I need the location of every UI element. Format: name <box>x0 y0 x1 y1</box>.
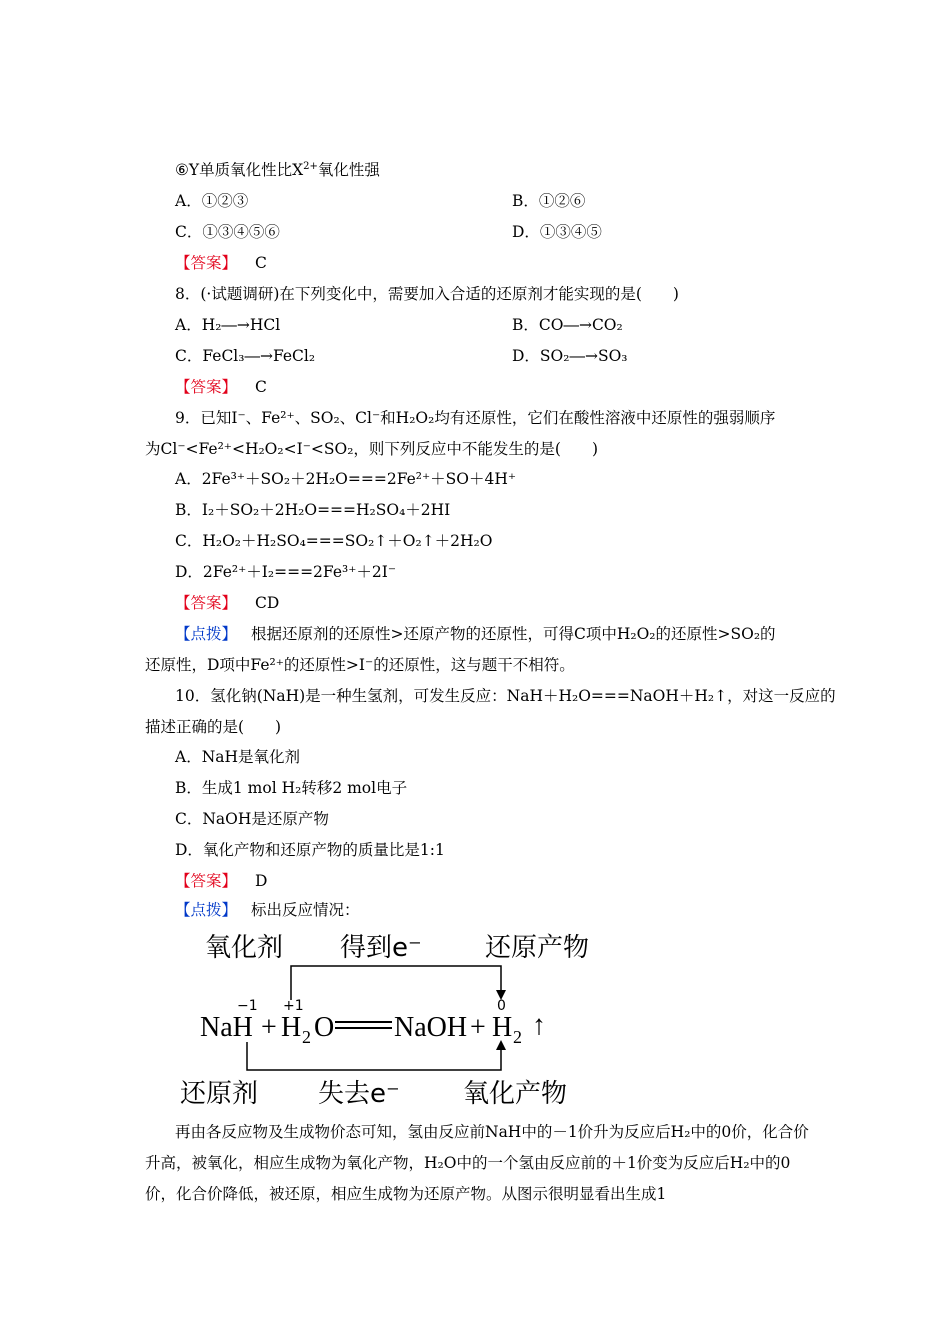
eq-subscript: 2 <box>302 1027 311 1047</box>
ox-state-plus1: +1 <box>283 998 304 1014</box>
eq-subscript: 2 <box>513 1027 522 1047</box>
q8-option-a: A．H₂―→HCl <box>175 316 281 334</box>
q10-conclusion: 再由各反应物及生成物价态可知，氢由反应前NaH中的－1价升为反应后H₂中的0价，化合价升高，被氧化，相应生成物为氧化产物，H₂O中的一个氢由反应前的＋1价变为反应后H₂中的0价，化合价降低，被还原，相应生成物为还原产物。从图示很明显看出生成1 <box>145 1123 809 1203</box>
q10-option-b: B．生成1 mol H₂转移2 mol电子 <box>175 779 408 797</box>
q9-option-a: A．2Fe³⁺＋SO₂＋2H₂O===2Fe²⁺＋SO＋4H⁺ <box>175 470 517 488</box>
answer-value: C <box>255 378 267 396</box>
eq-nah: NaH <box>200 1012 253 1043</box>
gas-arrow: ↑ <box>532 1010 546 1041</box>
q9-stem-line2: 为Cl⁻<Fe²⁺<H₂O₂<I⁻<SO₂，则下列反应中不能发生的是( ) <box>145 440 599 458</box>
label-oxidation-product: 氧化产物 <box>463 1079 568 1109</box>
lose-bracket <box>247 1042 501 1070</box>
eq-h: H <box>281 1012 302 1043</box>
eq-plus: + <box>261 1012 277 1043</box>
eq-plus: + <box>470 1012 486 1043</box>
q7-option-b: B．①②⑥ <box>512 192 586 210</box>
label-lose-electron: 失去e⁻ <box>318 1079 400 1109</box>
q10-option-d: D．氧化产物和还原产物的质量比是1:1 <box>175 841 445 859</box>
eq-h2: H <box>492 1012 513 1043</box>
answer-label: 【答案】 <box>175 594 238 612</box>
label-reductant: 还原剂 <box>180 1079 259 1109</box>
gain-bracket <box>291 966 501 1000</box>
q9-option-b: B．I₂＋SO₂＋2H₂O===H₂SO₄＋2HI <box>175 501 451 519</box>
hint-label: 【点拨】 <box>175 901 238 919</box>
q9-hint-line2: 还原性，D项中Fe²⁺的还原性>I⁻的还原性，这与题干不相符。 <box>145 656 575 674</box>
q10-answer <box>175 871 267 891</box>
q10-stem-line2: 描述正确的是( ) <box>145 718 282 736</box>
q7-option-d: D．①③④⑤ <box>512 223 602 241</box>
q10-option-c: C．NaOH是还原产物 <box>175 810 329 828</box>
q9-hint-line1: 【点拨】 根据还原剂的还原性>还原产物的还原性，可得C项中H₂O₂的还原性>SO₂的 <box>175 625 776 643</box>
q8-option-b: B．CO―→CO₂ <box>512 316 623 334</box>
label-reduction-product: 还原产物 <box>485 933 590 963</box>
q7-answer <box>175 253 267 273</box>
answer-value: CD <box>255 594 280 612</box>
q8-option-d: D．SO₂―→SO₃ <box>512 347 628 365</box>
answer-value: C <box>255 254 267 272</box>
q9-option-c: C．H₂O₂＋H₂SO₄===SO₂↑＋O₂↑＋2H₂O <box>175 532 493 550</box>
q8-answer <box>175 377 267 397</box>
ox-state-minus1: −1 <box>237 998 258 1014</box>
q10-option-a: A．NaH是氧化剂 <box>175 748 301 766</box>
q8-stem: 8．(·试题调研)在下列变化中，需要加入合适的还原剂才能实现的是( ) <box>175 285 679 303</box>
answer-label: 【答案】 <box>175 872 238 890</box>
q9-stem-line1: 9．已知I⁻、Fe²⁺、SO₂、Cl⁻和H₂O₂均有还原性，它们在酸性溶液中还原性的强弱顺序 <box>175 409 776 427</box>
q9-option-d: D．2Fe²⁺＋I₂===2Fe³⁺＋2I⁻ <box>175 563 397 581</box>
q7-option-a: A．①②③ <box>175 192 249 210</box>
electron-transfer-diagram <box>175 922 615 1112</box>
answer-value: D <box>255 872 268 890</box>
eq-o: O <box>314 1012 335 1043</box>
ox-state-zero: 0 <box>497 998 506 1014</box>
answer-label: 【答案】 <box>175 378 238 396</box>
eq-naoh: NaOH <box>394 1012 468 1043</box>
q7-option-c: C．①③④⑤⑥ <box>175 223 280 241</box>
hint-label: 【点拨】 <box>175 625 238 643</box>
q8-option-c: C．FeCl₃―→FeCl₂ <box>175 347 316 365</box>
label-oxidant: 氧化剂 <box>205 933 284 963</box>
q10-stem-line1: 10．氢化钠(NaH)是一种生氢剂，可发生反应：NaH＋H₂O===NaOH＋H₂↑，对这一反应的 <box>175 687 836 705</box>
q9-answer <box>175 593 279 613</box>
q10-hint: 【点拨】 标出反应情况： <box>175 901 360 919</box>
label-gain-electron: 得到e⁻ <box>340 933 422 963</box>
answer-label: 【答案】 <box>175 254 238 272</box>
q7-item6: ⑥Y单质氧化性比$X^{2+}$氧化性强 <box>175 160 380 179</box>
